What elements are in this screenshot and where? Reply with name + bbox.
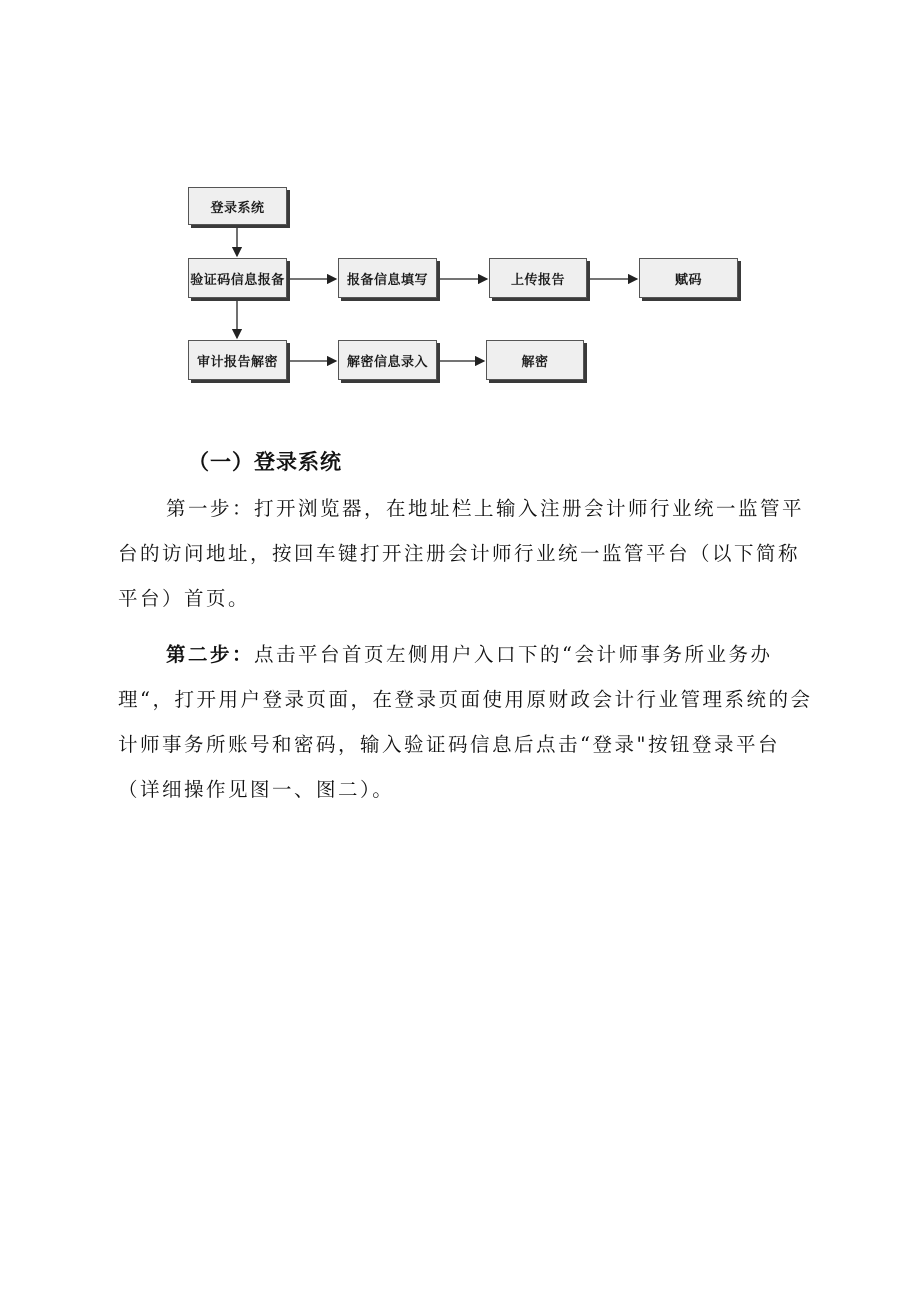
step-two-text: 点击平台首页左侧用户入口下的“会计师事务所业务办理“，打开用户登录页面，在登录页面使用原财政会计行业管理系统的会计师事务所账号和密码，输入验证码信息后点击“登录"按钮登录平台（详细操作见图一、图二）。	[118, 643, 813, 801]
flow-step-verify-code-report: 验证码信息报备	[188, 258, 287, 298]
flow-step-upload-report: 上传报告	[489, 258, 587, 298]
step-one-paragraph	[118, 486, 818, 621]
step-one-label: 第一步：	[166, 497, 255, 520]
step-two-paragraph	[118, 632, 818, 812]
flowchart-connectors	[0, 0, 920, 400]
flow-step-login: 登录系统	[188, 187, 287, 225]
flow-step-decrypt: 解密	[486, 340, 584, 380]
flow-step-decrypt-info-entry: 解密信息录入	[338, 340, 437, 380]
section-heading: （一）登录系统	[188, 450, 342, 474]
step-two-label: 第二步：	[166, 643, 255, 666]
step-one-text: 打开浏览器，在地址栏上输入注册会计师行业统一监管平台的访问地址，按回车键打开注册会计师行业统一监管平台（以下简称平台）首页。	[118, 497, 805, 610]
flow-step-assign-code: 赋码	[639, 258, 738, 298]
flow-step-audit-report-decrypt: 审计报告解密	[188, 340, 287, 380]
process-flowchart	[0, 0, 920, 400]
flow-step-fill-report-info: 报备信息填写	[338, 258, 437, 298]
